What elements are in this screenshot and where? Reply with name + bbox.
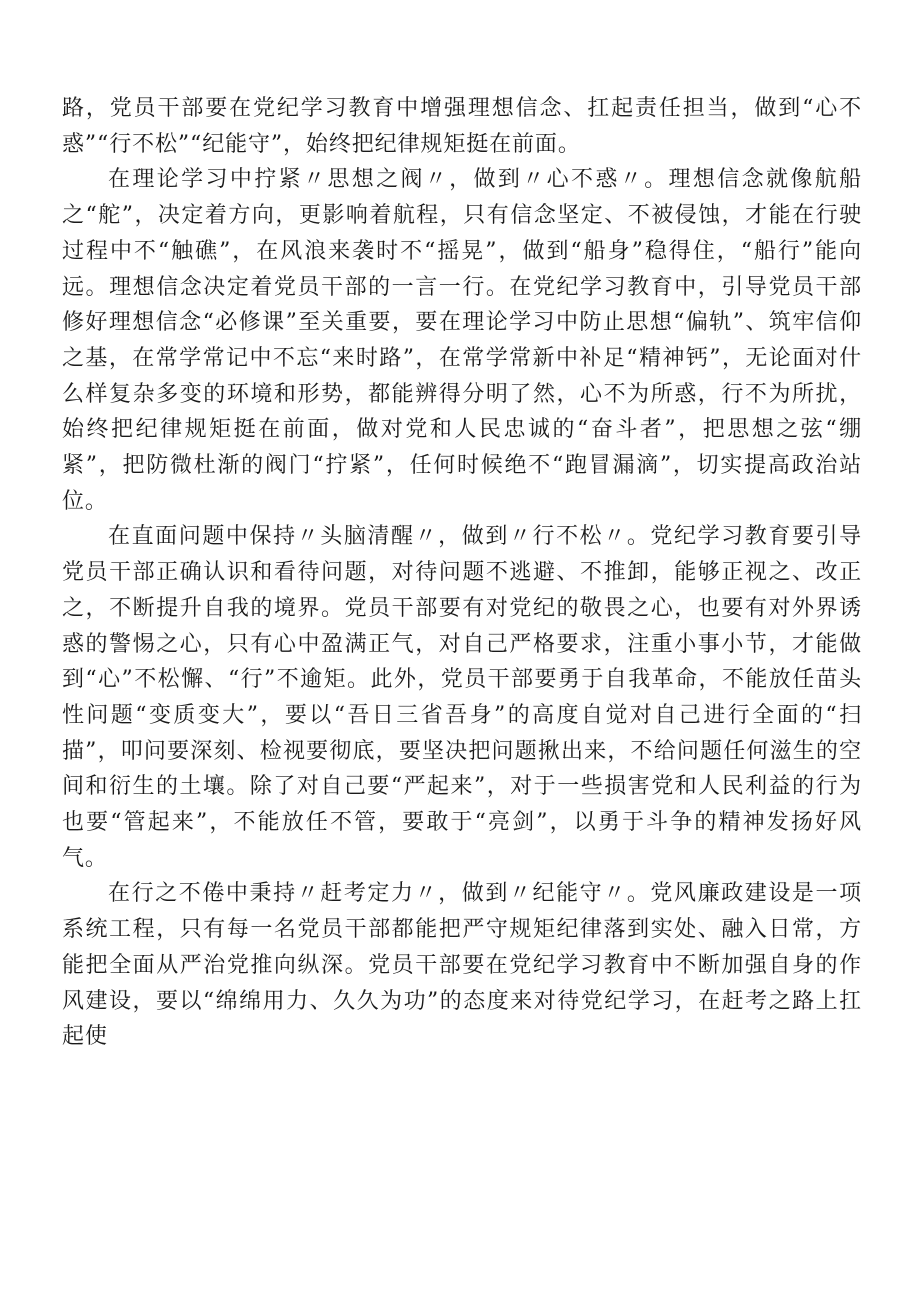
paragraph-4: 在行之不倦中秉持〃赶考定力〃，做到〃纪能守〃。党风廉政建设是一项系统工程，只有每一名党员干部都能把严守规矩纪律落到实处、融入日常，方能把全面从严治党推向纵深。党员干部要在党纪学习教育中不断加强自身的作风建设，要以“绵绵用力、久久为功”的态度来对待党纪学习，在赶考之路上扛起使 [62,881,862,1050]
paragraph-2: 在理论学习中拧紧〃思想之阀〃，做到〃心不惑〃。理想信念就像航船之“舵”，决定着方向，更影响着航程，只有信念坚定、不被侵蚀，才能在行驶过程中不“触礁”，在风浪来袭时不“摇晃”，做到“船身”稳得住，“船行”能向远。理想信念决定着党员干部的一言一行。在党纪学习教育中，引导党员干部修好理想信念“必修课”至关重要，要在理论学习中防止思想“偏轨”、筑牢信仰之基，在常学常记中不忘“来时路”，在常学常新中补足“精神钙”，无论面对什么样复杂多变的环境和形势，都能辨得分明了然，心不为所惑，行不为所扰，始终把纪律规矩挺在前面，做对党和人民忠诚的“奋斗者”，把思想之弦“绷紧”，把防微杜渐的阀门“拧紧”，任何时候绝不“跑冒漏滴”，切实提高政治站位。 [62,167,862,514]
document-body [62,91,862,1055]
paragraph-1: 路，党员干部要在党纪学习教育中增强理想信念、扛起责任担当，做到“心不惑”“行不松”“纪能守”，始终把纪律规矩挺在前面。 [62,96,862,157]
paragraph-3: 在直面问题中保持〃头脑清醒〃，做到〃行不松〃。党纪学习教育要引导党员干部正确认识和看待问题，对待问题不逃避、不推卸，能够正视之、改正之，不断提升自我的境界。党员干部要有对党纪的敬畏之心，也要有对外界诱惑的警惕之心，只有心中盈满正气，对自己严格要求，注重小事小节，才能做到“心”不松懈、“行”不逾矩。此外，党员干部要勇于自我革命，不能放任苗头性问题“变质变大”，要以“吾日三省吾身”的高度自觉对自己进行全面的“扫描”，叩问要深刻、检视要彻底，要坚决把问题揪出来，不给问题任何滋生的空间和衍生的土壤。除了对自己要“严起来”，对于一些损害党和人民利益的行为也要“管起来”，不能放任不管，要敢于“亮剑”，以勇于斗争的精神发扬好风气。 [62,524,862,871]
